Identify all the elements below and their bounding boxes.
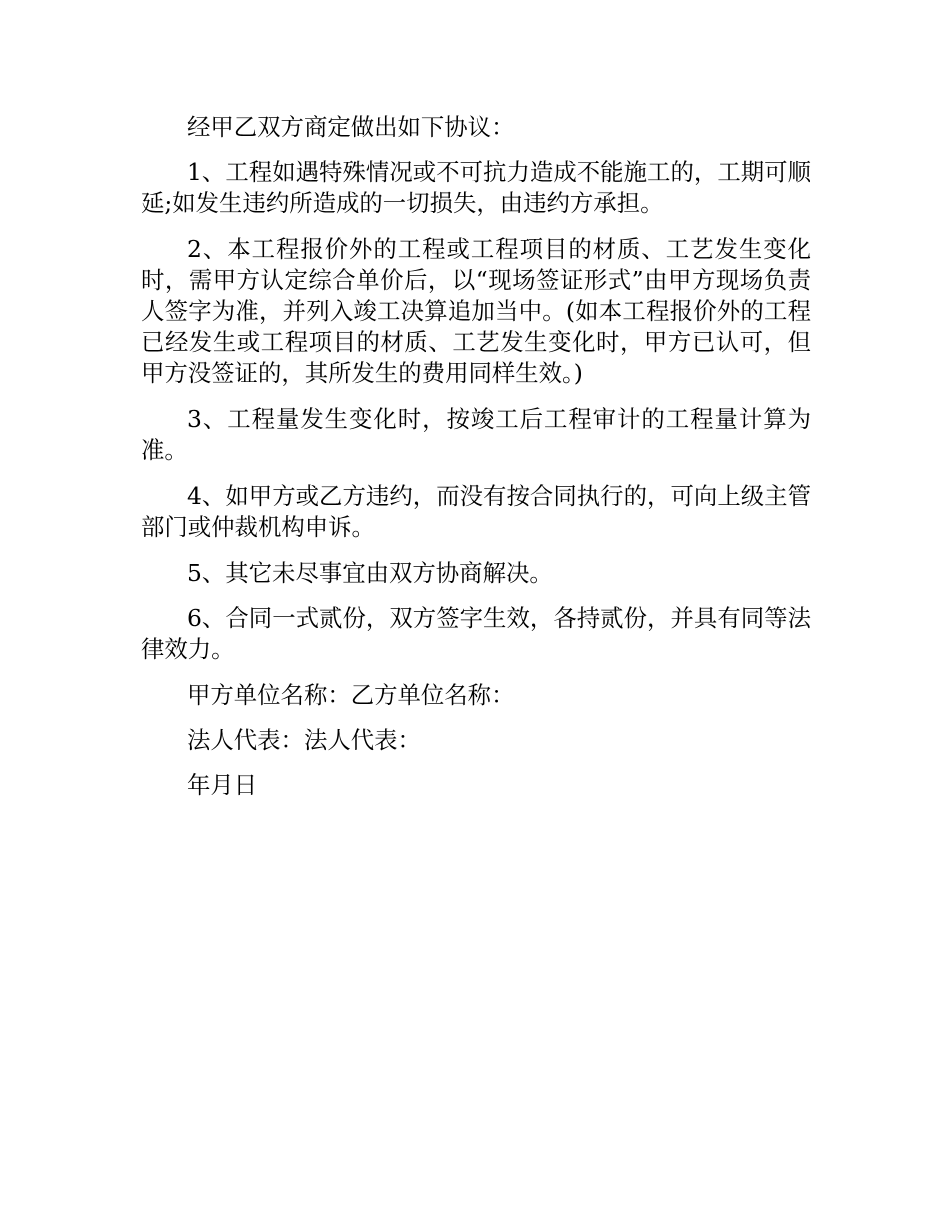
legal-representatives-line: 法人代表：法人代表：: [187, 726, 421, 754]
clause-6: 6、合同一式贰份，双方签字生效，各持贰份，并具有同等法律效力。: [141, 604, 811, 663]
document-body: [141, 112, 811, 815]
clause-3: 3、工程量发生变化时，按竣工后工程审计的工程量计算为准。: [141, 405, 811, 464]
date-line: 年月日: [187, 771, 258, 799]
clause-5: 5、其它未尽事宜由双方协商解决。: [187, 559, 553, 587]
agreement-intro: 经甲乙双方商定做出如下协议：: [187, 113, 515, 141]
clause-1: 1、工程如遇特殊情况或不可抗力造成不能施工的，工期可顺延;如发生违约所造成的一切损失，由违约方承担。: [141, 158, 811, 217]
clause-2: 2、本工程报价外的工程或工程项目的材质、工艺发生变化时，需甲方认定综合单价后，以“现场签证形式”由甲方现场负责人签字为准，并列入竣工决算追加当中。(如本工程报价外的工程已经发生或工程项目的材质、工艺发生变化时，甲方已认可，但甲方没签证的，其所发生的费用同样生效。): [141, 235, 811, 387]
clause-4: 4、如甲方或乙方违约，而没有按合同执行的，可向上级主管部门或仲裁机构申诉。: [141, 482, 811, 541]
party-names-line: 甲方单位名称：乙方单位名称：: [187, 681, 515, 709]
